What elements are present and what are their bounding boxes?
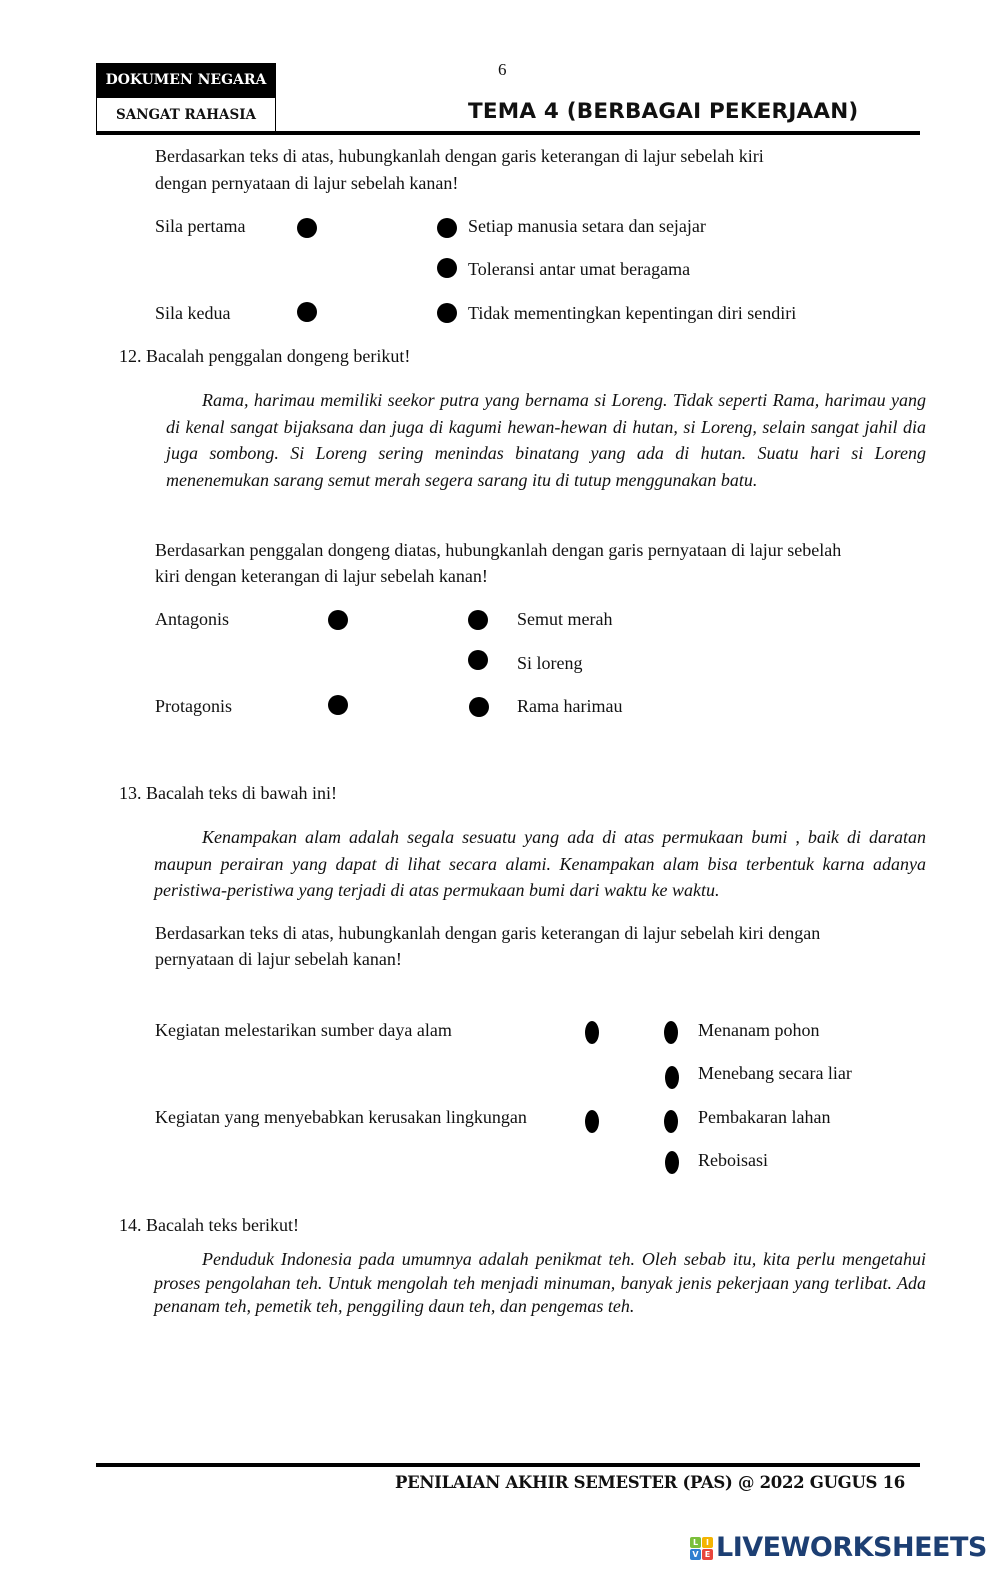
q11-right-connector-dot[interactable]: [437, 218, 457, 238]
brand-text: LIVEWORKSHEETS: [716, 1532, 987, 1563]
secrecy-label: [96, 97, 276, 132]
q12-right-connector-dot[interactable]: [468, 650, 488, 670]
q13-passage: [154, 824, 926, 904]
q12-instruction-line1: Berdasarkan penggalan dongeng diatas, hubungkanlah dengan garis pernyataan di lajur sebelah: [155, 540, 842, 560]
q13-right-connector-dot[interactable]: [665, 1151, 679, 1174]
q13-right-item: Pembakaran lahan: [698, 1107, 831, 1127]
header-divider: [96, 131, 920, 135]
q12-right-item: Rama harimau: [517, 696, 623, 716]
q13-heading: 13. Bacalah teks di bawah ini!: [119, 783, 337, 803]
q13-right-item: Reboisasi: [698, 1150, 768, 1170]
q13-right-item: Menebang secara liar: [698, 1063, 852, 1083]
q12-right-item: Semut merah: [517, 609, 613, 629]
q11-left-connector-dot[interactable]: [297, 218, 317, 238]
logo-block: L: [690, 1537, 701, 1548]
q13-right-item: Menanam pohon: [698, 1020, 820, 1040]
q12-left-connector-dot[interactable]: [328, 610, 348, 630]
q13-instruction-line2: pernyataan di lajur sebelah kanan!: [155, 949, 402, 969]
q12-right-item: Si loreng: [517, 653, 583, 673]
logo-block: I: [702, 1537, 713, 1548]
q12-story: [166, 387, 926, 493]
q12-heading: 12. Bacalah penggalan dongeng berikut!: [119, 346, 411, 366]
q11-instruction-line1: Berdasarkan teks di atas, hubungkanlah dengan garis keterangan di lajur sebelah kiri: [155, 146, 764, 166]
q13-left-item: Kegiatan melestarikan sumber daya alam: [155, 1020, 452, 1040]
q12-right-connector-dot[interactable]: [468, 610, 488, 630]
document-classification-label: [96, 63, 276, 97]
page-number: 6: [498, 60, 507, 79]
q14-passage: [154, 1248, 926, 1319]
q11-right-item: Setiap manusia setara dan sejajar: [468, 216, 706, 236]
q13-instruction-line1: Berdasarkan teks di atas, hubungkanlah dengan garis keterangan di lajur sebelah kiri dengan: [155, 923, 821, 943]
logo-block: E: [702, 1549, 713, 1560]
q13-left-connector-dot[interactable]: [585, 1021, 599, 1044]
q12-story-text: Rama, harimau memiliki seekor putra yang bernama si Loreng. Tidak seperti Rama, harimau yang di kenal sangat bijaksana dan juga di kagumi hewan-hewan di hutan, si Loreng, selain sangat jahil dia juga sombong. Si Loreng sering menindas binatang yang ada di hutan. Suatu hari si Loreng menenemukan sarang semut merah segera sarang itu di tutup menggunakan batu.: [166, 390, 926, 490]
q13-right-connector-dot[interactable]: [665, 1066, 679, 1089]
q11-right-connector-dot[interactable]: [437, 303, 457, 323]
q14-passage-text: Penduduk Indonesia pada umumnya adalah penikmat teh. Oleh sebab itu, kita perlu mengetahui proses pengolahan teh. Untuk mengolah teh menjadi minuman, banyak jenis pekerjaan yang terlibat. Ada penanam teh, pemetik teh, penggiling daun teh, dan pengemas teh.: [154, 1249, 926, 1316]
q11-left-item: Sila kedua: [155, 303, 231, 323]
q11-right-item: Tidak mementingkan kepentingan diri sendiri: [468, 303, 797, 323]
secrecy-label-text: SANGAT RAHASIA: [115, 107, 257, 123]
q13-left-connector-dot[interactable]: [585, 1110, 599, 1133]
q13-right-connector-dot[interactable]: [664, 1110, 678, 1133]
q12-right-connector-dot[interactable]: [469, 697, 489, 717]
live-blocks-icon: [690, 1537, 713, 1560]
exam-footer-label: PENILAIAN AKHIR SEMESTER (PAS) @ 2022 GUGUS 16: [395, 1473, 905, 1492]
footer-divider: [96, 1463, 920, 1467]
q13-left-item: Kegiatan yang menyebabkan kerusakan lingkungan: [155, 1107, 527, 1127]
q12-left-item: Protagonis: [155, 696, 233, 716]
theme-title: TEMA 4 (BERBAGAI PEKERJAAN): [468, 99, 859, 124]
q12-left-item: Antagonis: [155, 609, 229, 629]
q13-passage-text: Kenampakan alam adalah segala sesuatu yang ada di atas permukaan bumi , baik di daratan maupun perairan yang dapat di lihat secara alami. Kenampakan alam bisa terbentuk karna adanya peristiwa-peristiwa yang terjadi di atas permukaan bumi dari waktu ke waktu.: [154, 827, 926, 900]
q13-right-connector-dot[interactable]: [664, 1021, 678, 1044]
q11-instruction-line2: dengan pernyataan di lajur sebelah kanan!: [155, 173, 459, 193]
q11-right-item: Toleransi antar umat beragama: [468, 259, 691, 279]
logo-block: V: [690, 1549, 701, 1560]
q11-right-connector-dot[interactable]: [437, 258, 457, 278]
q12-left-connector-dot[interactable]: [328, 695, 348, 715]
q14-heading: 14. Bacalah teks berikut!: [119, 1215, 299, 1235]
doc-label-text: DOKUMEN NEGARA: [105, 72, 267, 88]
q12-instruction-line2: kiri dengan keterangan di lajur sebelah kanan!: [155, 566, 488, 586]
liveworksheets-logo: [690, 1534, 987, 1562]
q11-left-connector-dot[interactable]: [297, 302, 317, 322]
q11-left-item: Sila pertama: [155, 216, 246, 236]
